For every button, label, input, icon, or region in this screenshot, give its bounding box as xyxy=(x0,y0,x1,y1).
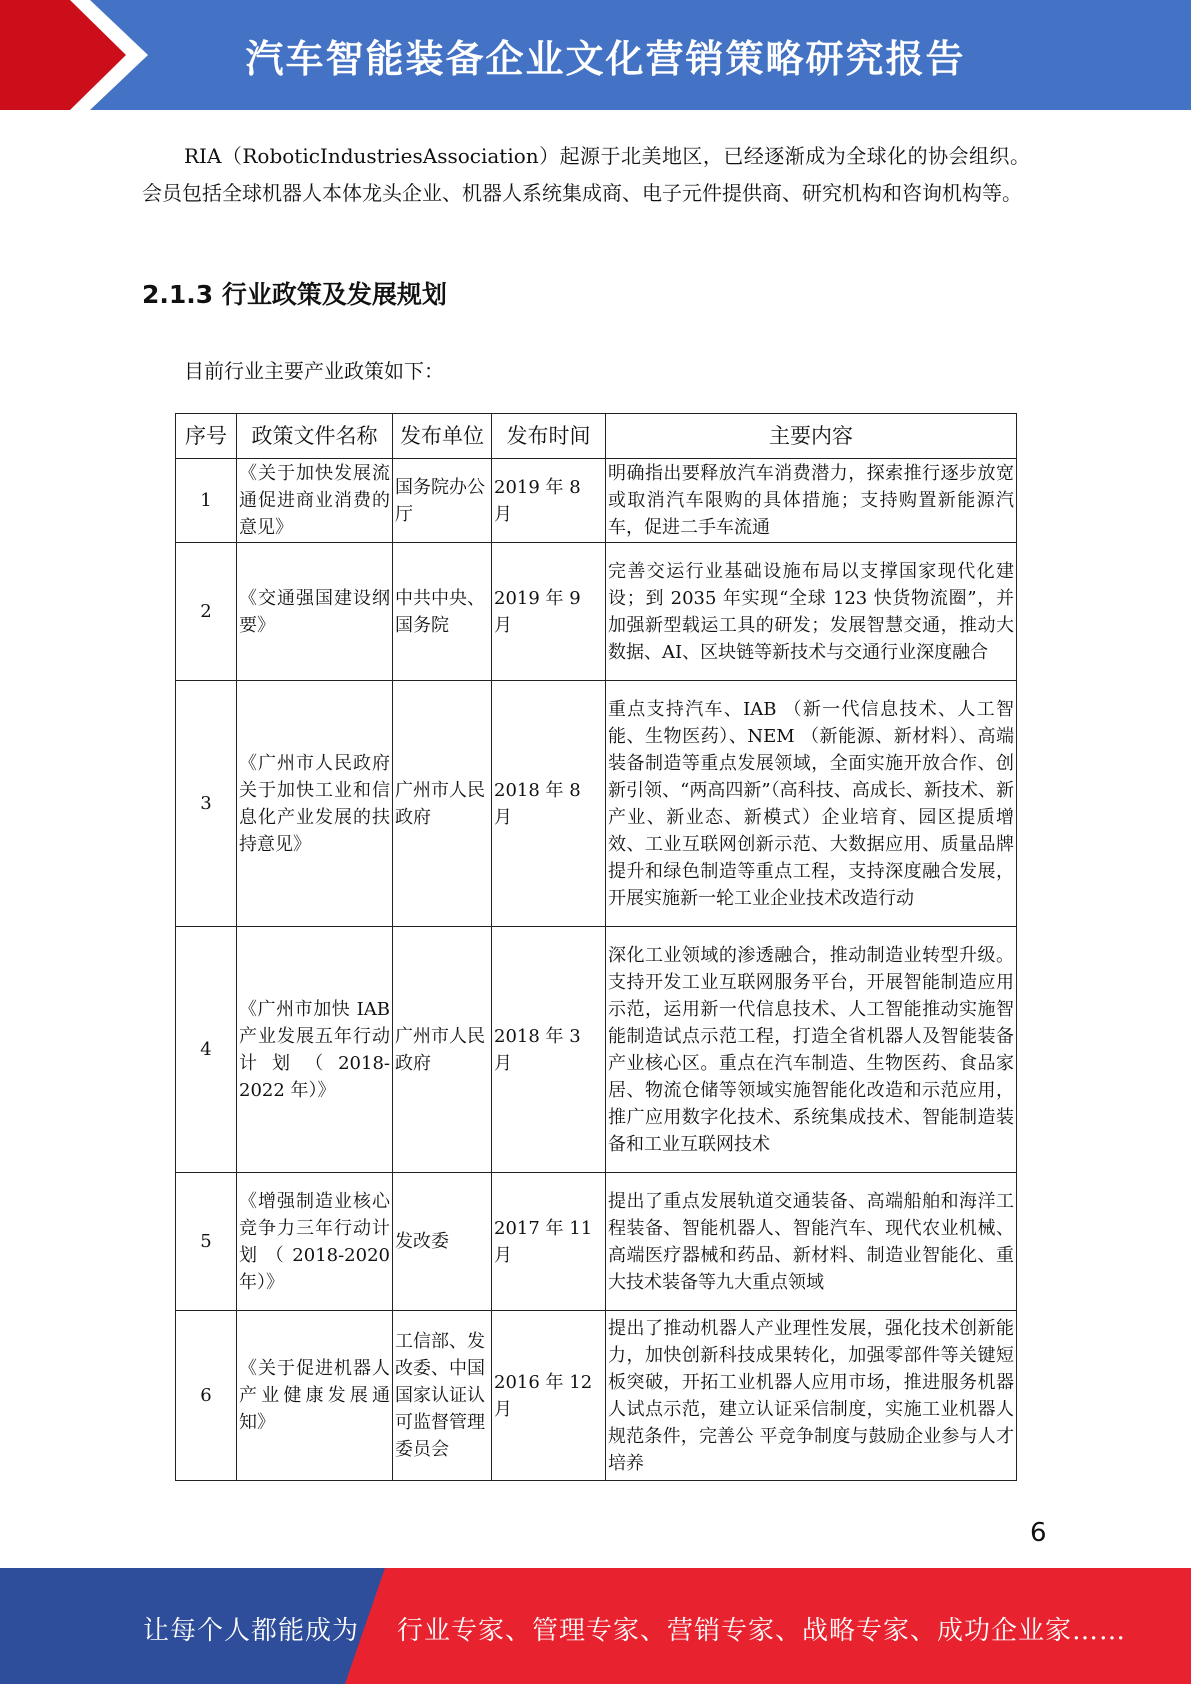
header-no: 序号 xyxy=(176,414,237,459)
cell-policy-name: 《广州市加快 IAB 产业发展五年行动计划（2018-2022 年）》 xyxy=(237,927,393,1173)
cell-policy-name: 《关于促进机器人产业健康发展通知》 xyxy=(237,1311,393,1481)
cell-issuer: 中共中央、国务院 xyxy=(393,543,492,681)
section-heading: 2.1.3 行业政策及发展规划 xyxy=(142,280,447,309)
cell-issuer: 国务院办公厅 xyxy=(393,459,492,543)
report-title: 汽车智能装备企业文化营销策略研究报告 xyxy=(245,36,966,81)
table-row xyxy=(176,681,1017,927)
cell-policy-name: 《增强制造业核心竞争力三年行动计划（2018-2020 年）》 xyxy=(237,1173,393,1311)
cell-issuer: 工信部、发改委、中国国家认证认可监督管理委员会 xyxy=(393,1311,492,1481)
footer-slogan-left: 让每个人都能成为 xyxy=(143,1616,360,1646)
cell-policy-name: 《关于加快发展流通促进商业消费的意见》 xyxy=(237,459,393,543)
cell-content: 完善交运行业基础设施布局以支撑国家现代化建设；到 2035 年实现“全球 123 快货物流圈”，并加强新型载运工具的研发；发展智慧交通，推动大数据、AI、区块链等新技术与交通行业深度融合 xyxy=(606,543,1017,681)
cell-date: 2018 年 8 月 xyxy=(492,681,606,927)
page-number: 6 xyxy=(1030,1518,1047,1548)
cell-content: 明确指出要释放汽车消费潜力，探索推行逐步放宽或取消汽车限购的具体措施；支持购置新能源汽车，促进二手车流通 xyxy=(606,459,1017,543)
cell-content: 深化工业领域的渗透融合，推动制造业转型升级。支持开发工业互联网服务平台，开展智能制造应用示范，运用新一代信息技术、人工智能推动实施智能制造试点示范工程，打造全省机器人及智能装备产业核心区。重点在汽车制造、生物医药、食品家居、物流仓储等领域实施智能化改造和示范应用，推广应用数字化技术、系统集成技术、智能制造装备和工业互联网技术 xyxy=(606,927,1017,1173)
policy-table xyxy=(175,413,1017,1481)
header-policy-name: 政策文件名称 xyxy=(237,414,393,459)
table-row xyxy=(176,927,1017,1173)
cell-issuer: 广州市人民政府 xyxy=(393,927,492,1173)
table-header-row xyxy=(176,414,1017,459)
cell-no: 6 xyxy=(176,1311,237,1481)
cell-content: 提出了重点发展轨道交通装备、高端船舶和海洋工程装备、智能机器人、智能汽车、现代农业机械、高端医疗器械和药品、新材料、制造业智能化、重大技术装备等九大重点领域 xyxy=(606,1173,1017,1311)
header-content: 主要内容 xyxy=(606,414,1017,459)
cell-date: 2018 年 3 月 xyxy=(492,927,606,1173)
cell-no: 5 xyxy=(176,1173,237,1311)
page-header xyxy=(0,0,1191,110)
cell-issuer: 发改委 xyxy=(393,1173,492,1311)
cell-policy-name: 《交通强国建设纲要》 xyxy=(237,543,393,681)
table-row xyxy=(176,1173,1017,1311)
table-intro-text: 目前行业主要产业政策如下： xyxy=(184,359,444,383)
cell-date: 2019 年 9 月 xyxy=(492,543,606,681)
cell-no: 2 xyxy=(176,543,237,681)
table-row xyxy=(176,543,1017,681)
cell-date: 2017 年 11 月 xyxy=(492,1173,606,1311)
cell-no: 4 xyxy=(176,927,237,1173)
cell-no: 3 xyxy=(176,681,237,927)
cell-no: 1 xyxy=(176,459,237,543)
cell-content: 提出了推动机器人产业理性发展，强化技术创新能力，加快创新科技成果转化，加强零部件等关键短板突破，开拓工业机器人应用市场，推进服务机器人试点示范，建立认证采信制度，实施工业机器人规范条件，完善公 平竞争制度与鼓励企业参与人才培养 xyxy=(606,1311,1017,1481)
cell-policy-name: 《广州市人民政府关于加快工业和信息化产业发展的扶持意见》 xyxy=(237,681,393,927)
cell-issuer: 广州市人民政府 xyxy=(393,681,492,927)
table-row xyxy=(176,459,1017,543)
header-date: 发布时间 xyxy=(492,414,606,459)
header-issuer: 发布单位 xyxy=(393,414,492,459)
cell-date: 2019 年 8 月 xyxy=(492,459,606,543)
cell-content: 重点支持汽车、IAB （新一代信息技术、人工智能、生物医药）、NEM （新能源、新材料）、高端装备制造等重点发展领域，全面实施开放合作、创新引领、“两高四新”（高科技、高成长、新技术、新产业、新业态、新模式）企业培育、园区提质增效、工业互联网创新示范、大数据应用、质量品牌提升和绿色制造等重点工程，支持深度融合发展，开展实施新一轮工业企业技术改造行动 xyxy=(606,681,1017,927)
table-row xyxy=(176,1311,1017,1481)
cell-date: 2016 年 12 月 xyxy=(492,1311,606,1481)
footer-slogan-right: 行业专家、管理专家、营销专家、战略专家、成功企业家…… xyxy=(397,1616,1127,1646)
intro-paragraph: RIA（RoboticIndustriesAssociation）起源于北美地区，已经逐渐成为全球化的协会组织。会员包括全球机器人本体龙头企业、机器人系统集成商、电子元件提供商、研究机构和咨询机构等。 xyxy=(142,144,1030,205)
